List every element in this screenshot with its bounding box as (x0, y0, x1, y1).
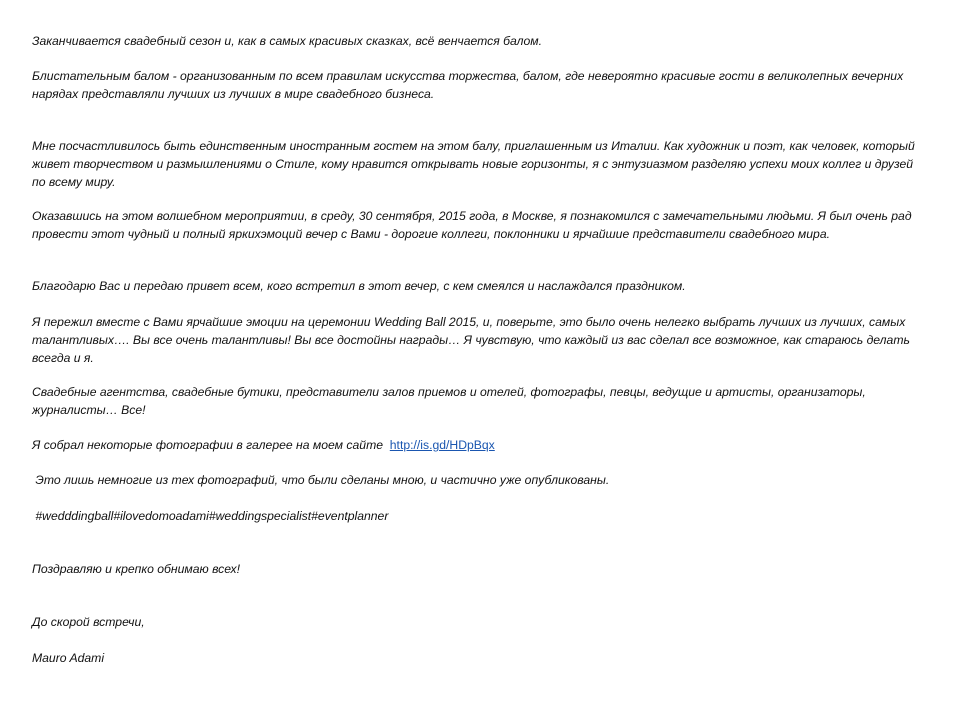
paragraph-hashtags: #wedddingball#ilovedomoadami#weddingspecialist#eventplanner (32, 509, 389, 523)
paragraph-intro: Заканчивается свадебный сезон и, как в самых красивых сказках, всё венчается балом. (32, 34, 543, 48)
paragraph-event: Оказавшись на этом волшебном мероприятии, в среду, 30 сентября, 2015 года, в Москве, я познакомился с замечательными людьми. Я был очень рад провести этот чудный и полный яркихэмоций вечер с Вами - дорогие коллеги, поклонники и ярчайшие представители свадебного мира. (32, 209, 912, 241)
paragraph-ball: Блистательным балом - организованным по всем правилам искусства торжества, балом, где невероятно красивые гости в великолепных вечерних нарядах представляли лучших из лучших в мире свадебного бизнеса. (32, 69, 904, 101)
paragraph-guest: Мне посчастливилось быть единственным иностранным гостем на этом балу, приглашенным из Италии. Как художник и поэт, как человек, который живет творчеством и размышлениями о Стиле, кому нравится открывать новые горизонты, я с энтузиазмом разделяю успехи моих коллег и друзей по всему миру. (32, 139, 915, 189)
paragraph-thanks: Благодарю Вас и передаю привет всем, кого встретил в этот вечер, с кем смеялся и наслаждался праздником. (32, 279, 686, 293)
gallery-link[interactable]: http://is.gd/HDpBqx (389, 438, 495, 452)
paragraph-photos: Это лишь немногие из тех фотографий, что были сделаны мною, и частично уже опубликованы. (32, 473, 610, 487)
paragraph-participants: Свадебные агентства, свадебные бутики, представители залов приемов и отелей, фотографы, певцы, ведущие и артисты, организаторы, журналисты… Все! (32, 385, 866, 417)
paragraph-gallery (32, 436, 922, 454)
paragraph-farewell: До скорой встречи, (32, 615, 145, 629)
gallery-text: Я собрал некоторые фотографии в галерее на моем сайте (32, 438, 390, 452)
paragraph-ceremony: Я пережил вместе с Вами ярчайшие эмоции на церемонии Wedding Ball 2015, и, поверьте, это было очень нелегко выбрать лучших из лучших, самых талантливых…. Вы все очень талантливы! Вы все достойны награды… Я чувствую, что каждый из вас сделал все возможное, как стараюсь делать всегда и я. (32, 315, 910, 365)
signature: Mauro Adami (32, 651, 105, 665)
paragraph-congrats: Поздравляю и крепко обнимаю всех! (32, 562, 240, 576)
